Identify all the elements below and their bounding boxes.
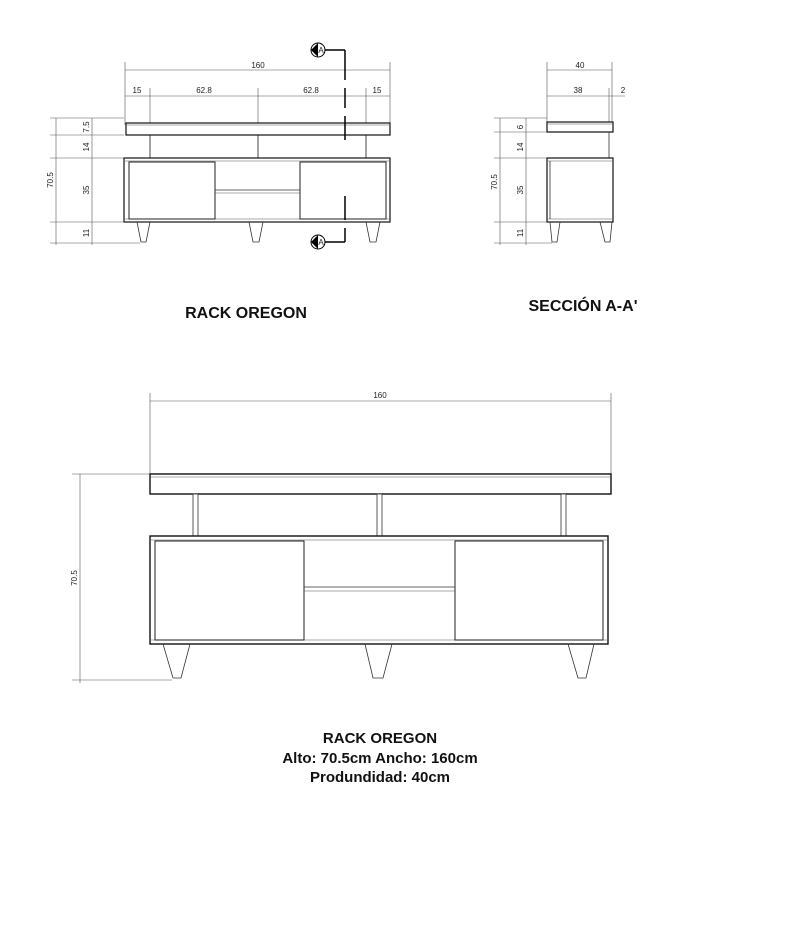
main-leg-2 [365,644,392,678]
top-total-height: 70.5 [46,172,55,188]
section-h-4: 11 [516,228,525,238]
section-marker-top [311,43,325,57]
top-h-3: 35 [82,185,91,195]
main-door-left [155,541,304,640]
caption-depth: Produndidad: 40cm [309,769,451,786]
section-h-1: 6 [516,124,525,130]
top-h-2: 14 [82,142,91,152]
section-h-2: 14 [516,142,525,152]
section-depth: 40 [575,61,585,70]
main-leg-1 [163,644,190,678]
section-total-height: 70.5 [490,174,499,190]
top-leg-2 [249,222,263,242]
section-h-3: 35 [516,185,525,195]
top-seg-1: 15 [132,86,142,95]
main-post-right [561,494,566,536]
section-marker-bottom [311,235,325,249]
caption [282,730,477,786]
section-inner: 38 [573,86,583,95]
section-back: 2 [620,86,626,95]
section-leg-2 [600,222,612,242]
main-total-height: 70.5 [70,570,79,586]
top-total-width: 160 [251,61,265,70]
section-marker-bottom-label: A [318,238,324,247]
main-post-center [377,494,382,536]
main-leg-3 [568,644,594,678]
top-seg-4: 15 [372,86,382,95]
caption-dimensions: Alto: 70.5cm Ancho: 160cm [282,750,478,767]
top-h-4: 11 [82,228,91,238]
section-marker-top-label: A [318,46,324,55]
section-top-shelf [547,122,613,132]
main-elevation [70,391,611,683]
main-post-left [193,494,198,536]
top-leg-3 [366,222,380,242]
top-elevation [46,43,390,322]
top-door-left [129,162,215,219]
top-leg-1 [137,222,150,242]
top-door-right [300,162,386,219]
section-view [490,61,638,315]
main-total-width: 160 [373,391,387,400]
top-seg-3: 62.8 [303,86,319,95]
top-title: RACK OREGON [185,305,307,322]
section-leg-1 [550,222,560,242]
caption-title: RACK OREGON [322,730,438,747]
top-seg-2: 62.8 [196,86,212,95]
section-title: SECCIÓN A-A' [528,298,638,315]
section-cabinet [547,158,613,222]
main-door-right [455,541,603,640]
top-h-1: 7.5 [82,121,91,133]
